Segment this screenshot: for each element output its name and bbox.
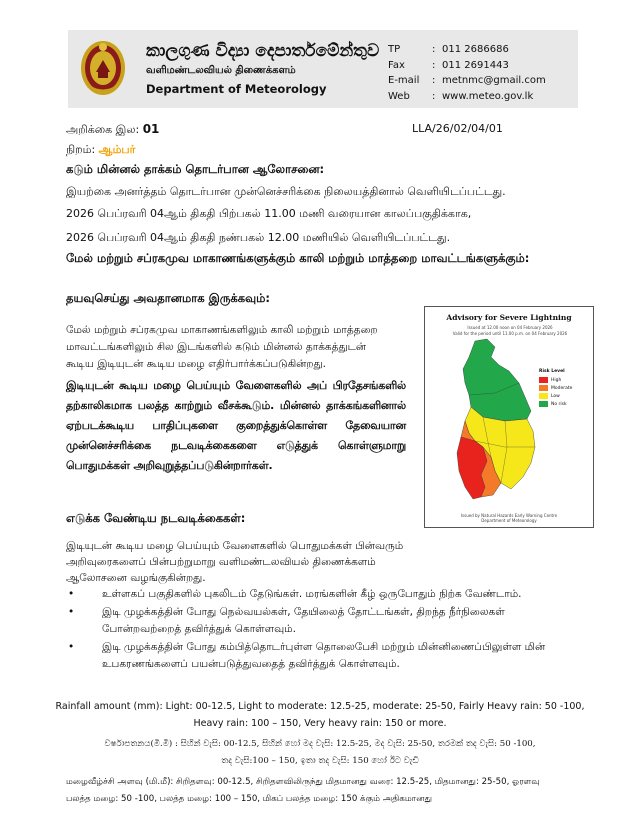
legend-item-low: Low — [539, 393, 572, 399]
advice-paragraph: இடியுடன் கூடிய மழை பெய்யும் வேளைகளில் பொதுமக்கள் பின்வரும் அறிவுரைகளைப் பின்பற்றுமாறு வளிமண்டலவியல் திணைக்களம் ஆலோசனை வழங்குகின்றது. — [66, 540, 404, 584]
legend-item-moderate: Moderate — [539, 385, 572, 391]
legend-item-no-risk: No risk — [539, 401, 572, 407]
rainfall-legend-english: Rainfall amount (mm): Light: 00-12.5, Light to moderate: 12.5-25, moderate: 25-50, Fairly Heavy rain: 50 -100, Heavy rain: 100 – 150, Very heavy rain: 150 or more. — [55, 701, 585, 729]
email-link[interactable]: metnmc@gmail.com — [442, 75, 546, 86]
legend-swatch — [539, 385, 548, 391]
issuer-line: இயற்கை அனர்த்தம் தொடர்பான முன்னெச்சரிக்கை நிலையத்தினால் வெளியிடப்பட்டது. — [66, 185, 506, 198]
list-item: • இடி முழக்கத்தின் போது நெல்வயல்கள், தேயிலைத் தோட்டங்கள், திறந்த நீர்நிலைகள் போன்றவற்றைத் தவிர்த்துக் கொள்ளவும். — [68, 606, 505, 635]
list-item: • இடி முழக்கத்தின் போது கம்பித்தொடர்புள்ள தொலைபேசி மற்றும் மின்னிணைப்பிலுள்ள மின் உபகரணங்களைப் பயன்படுத்துவதைத் தவிர்த்துக் கொள்ளவும். — [68, 641, 546, 670]
national-emblem-icon — [78, 38, 128, 100]
legend-item-high: High — [539, 377, 572, 383]
legend-swatch — [539, 377, 548, 383]
legend-swatch — [539, 393, 548, 399]
website-link[interactable]: www.meteo.gov.lk — [442, 90, 534, 102]
rainfall-legend-sinhala: වර්ෂාපතනය(මි.මී) : සිහින් වැසි: 00-12.5, සිහින් හෝ මද වැසි: 12.5-25, මද වැසි: 25-50, තරමක් තද වැසි: 50 -100, තද වැසි:100 – 150, ඉතා තද වැසි: 150 හෝ ඊට වැඩි — [104, 739, 536, 766]
map-footer: Issued by Natural Hazards Early Warning Centre Department of Meteorology — [460, 513, 558, 523]
reference-code: LLA/26/02/04/01 — [412, 122, 503, 135]
legend-swatch — [539, 401, 548, 407]
contact-row-web: Web : www.meteo.gov.lk — [388, 89, 546, 105]
contact-row-email: E-mail : metnmc@gmail.com — [388, 73, 546, 89]
alert-colour-value: ஆம்பர் — [98, 143, 136, 156]
notice-number: அறிக்கை இல: 01 — [66, 122, 160, 136]
sri-lanka-map — [435, 337, 545, 507]
measures-heading: எடுக்க வேண்டிய நடவடிக்கைகள்: — [66, 511, 246, 525]
affected-areas-heading: மேல் மற்றும் சப்ரகமுவ மாகாணங்களுக்கும் காலி மற்றும் மாத்தறை மாவட்டங்களுக்கும்: — [66, 251, 530, 265]
org-name-tamil: வளிமண்டலவியல் திணைக்களம் — [146, 65, 296, 76]
alert-colour: நிறம்: ஆம்பர் — [66, 143, 136, 156]
lightning-risk-map — [424, 306, 594, 528]
list-item: • உள்ளகப் பகுதிகளில் புகலிடம் தேடுங்கள். மரங்களின் கீழ் ஒருபோதும் நிற்க வேண்டாம். — [68, 588, 522, 600]
attention-heading: தயவுசெய்து அவதானமாக இருக்கவும்: — [66, 291, 270, 305]
letterhead — [68, 30, 578, 108]
precautions-list — [66, 586, 576, 674]
contact-row-fax: Fax : 011 2691443 — [388, 59, 509, 71]
validity-line: 2026 பெப்ரவரி 04ஆம் திகதி பிற்பகல் 11.00 மணி வரையான காலப்பகுதிக்காக, — [66, 207, 472, 220]
issued-time-line: 2026 பெப்ரவரி 04ஆம் திகதி நண்பகல் 12.00 மணியில் வெளியிடப்பட்டது. — [66, 231, 451, 244]
org-name-english: Department of Meteorology — [146, 82, 327, 96]
map-subtitle: Issued at 12.00 noon on 04 February 2026 Valid for the period until 11.00 p.m. on 04 February 2026 — [452, 325, 568, 336]
legend-title: Risk Level — [539, 369, 565, 374]
rainfall-legend-tamil: மழைவீழ்ச்சி அளவு (மி.மீ): சிறிதளவு: 00-12.5, சிறிதளவிலிருந்து மிதமானது வரை: 12.5-25, மிதமானது: 25-50, ஓரளவு பலத்த மழை: 50 -100, பலத்த மழை: 100 – 150, மிகப் பலத்த மழை: 150 க்கும் அதிகமானது — [66, 777, 540, 804]
org-name-sinhala: කාලගුණ විද්‍යා දෙපාර්තමේන්තුව — [146, 41, 380, 61]
contact-block — [388, 42, 546, 104]
warning-paragraph: இடியுடன் கூடிய மழை பெய்யும் வேளைகளில் அப் பிரதேசங்களில் தற்காலிகமாக பலத்த காற்றும் வீசக்கூடும். மின்னல் தாக்கங்களினால் ஏற்படக்கூடிய பாதிப்புகளை குறைத்துக்கொள்ள தேவையான முன்னெச்சரிக்கை நடவடிக்கைகளை எடுத்துக் கொள்ளுமாறு பொதுமக்கள் அறிவுறுத்தப்படுகின்றார்கள். — [66, 379, 406, 472]
forecast-paragraph: மேல் மற்றும் சப்ரகமுவ மாகாணங்களிலும் காலி மற்றும் மாத்தறை மாவட்டங்களிலும் சில இடங்களில் கடும் மின்னல் தாக்கத்துடன் கூடிய இடியுடன் கூடிய மழை எதிர்பார்க்கப்படுகின்றது. — [66, 324, 378, 370]
map-legend — [539, 369, 572, 409]
contact-row-tp: TP : 011 2686686 — [388, 44, 509, 55]
advisory-title: கடும் மின்னல் தாக்கம் தொடர்பான ஆலோசனை: — [66, 162, 325, 176]
map-title: Advisory for Severe Lightning — [446, 313, 572, 322]
